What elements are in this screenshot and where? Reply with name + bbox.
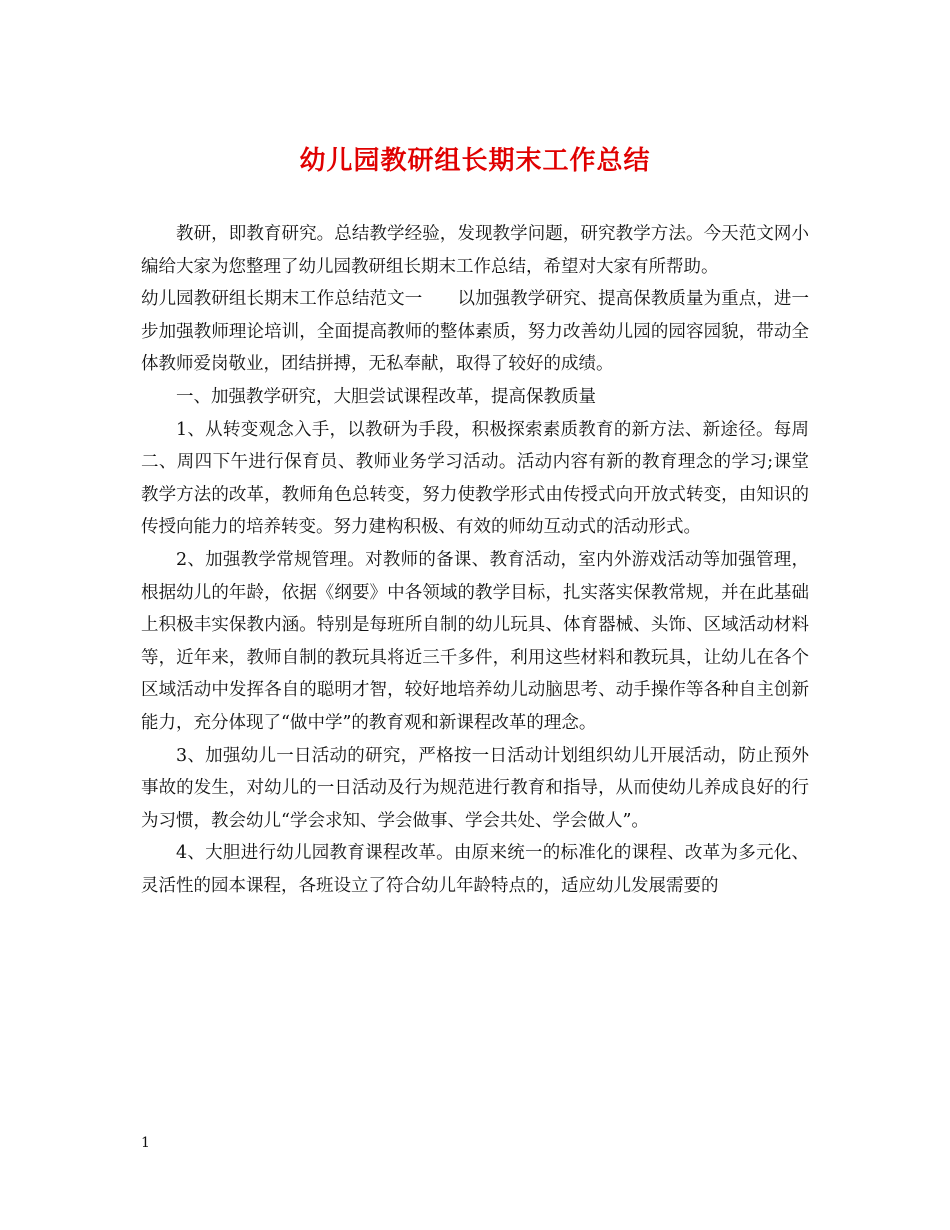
document-title: 幼儿园教研组长期末工作总结 bbox=[299, 146, 651, 176]
paragraph-item-2: 2、加强教学常规管理。对教师的备课、教育活动，室内外游戏活动等加强管理，根据幼儿的年龄，依据《纲要》中各领域的教学目标，扎实落实保教常规，并在此基础上积极丰实保教内涵。特别是每班所自制的幼儿玩具、体育器械、头饰、区域活动材料等，近年来，教师自制的教玩具将近三千多件，利用这些材料和教玩具，让幼儿在各个区域活动中发挥各自的聪明才智，较好地培养幼儿动脑思考、动手操作等各种自主创新能力，充分体现了“做中学”的教育观和新课程改革的理念。 bbox=[141, 549, 809, 733]
paragraph-intro: 教研，即教育研究。总结教学经验，发现教学问题，研究教学方法。今天范文网小编给大家为您整理了幼儿园教研组长期末工作总结，希望对大家有所帮助。 bbox=[141, 224, 809, 277]
section-heading-one: 一、加强教学研究，大胆尝试课程改革，提高保教质量 bbox=[176, 386, 596, 407]
document-body bbox=[141, 218, 809, 902]
page-number: 1 bbox=[141, 1135, 150, 1151]
paragraph-item-1: 1、从转变观念入手，以教研为手段，积极探索素质教育的新方法、新途径。每周二、周四下午进行保育员、教师业务学习活动。活动内容有新的教育理念的学习;课堂教学方法的改革，教师角色总转变，努力使教学形式由传授式向开放式转变，由知识的传授向能力的培养转变。努力建构积极、有效的师幼互动式的活动形式。 bbox=[141, 419, 809, 538]
paragraph-item-3: 3、加强幼儿一日活动的研究，严格按一日活动计划组织幼儿开展活动，防止预外事故的发生，对幼儿的一日活动及行为规范进行教育和指导，从而使幼儿养成良好的行为习惯，教会幼儿“学会求知、学会做事、学会共处、学会做人”。 bbox=[141, 745, 809, 831]
paragraph-item-4: 4、大胆进行幼儿园教育课程改革。由原来统一的标准化的课程、改革为多元化、灵活性的园本课程，各班设立了符合幼儿年龄特点的，适应幼儿发展需要的 bbox=[141, 843, 809, 896]
paragraph-sample-one: 幼儿园教研组长期末工作总结范文一 以加强教学研究、提高保教质量为重点，进一步加强教师理论培训，全面提高教师的整体素质，努力改善幼儿园的园容园貌，带动全体教师爱岗敬业，团结拼搏，无私奉献，取得了较好的成绩。 bbox=[141, 289, 809, 375]
